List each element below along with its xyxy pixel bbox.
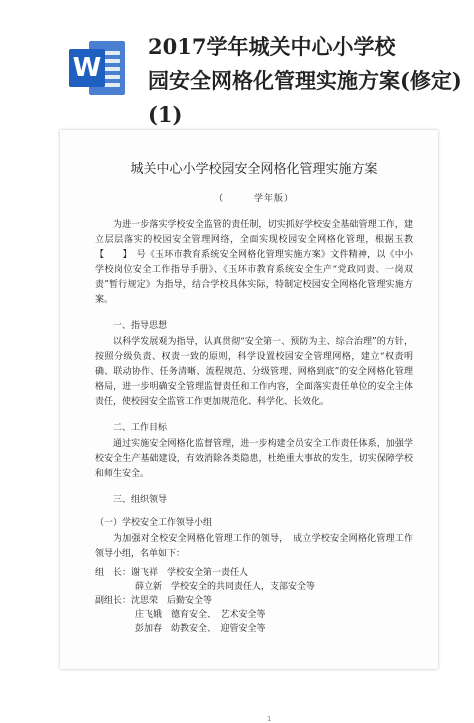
document-body [95,150,413,636]
work-goals-paragraph: 通过实施安全网格化监督管理，进一步构建全员安全工作责任体系，加强学校安全生产基础建设，有效消除各类隐患，杜绝重大事故的发生，切实保障学校和师生安全。 [95,439,413,479]
plan-title: 城关中心小学校园安全网格化管理实施方案 [130,162,378,177]
member-line: 彭加春 幼教安全、 迎管安全等 [135,624,266,634]
plan-subtitle: （ 学年版） [213,194,294,204]
member-line: 组 长：谢飞祥 学校安全第一责任人 [95,568,249,578]
guiding-ideology-paragraph: 以科学发展观为指导，认真贯彻“安全第一、预防为主、综合治理”的方针，按照分级负责、权责一致的原则，科学设置校园安全管理网格，建立“权责明确、联动协作、任务清晰、流程规范、分级管理、网格到底”的安全网格化管理格局，进一步明确安全管理监督责任和工作内容，全面落实责任单位的安全主体责任，使校园安全监管工作更加规范化、科学化、长效化。 [95,337,413,407]
section-heading-organization: 三、组织领导 [113,495,168,505]
section-heading-guiding-ideology: 一、指导思想 [113,321,168,331]
document-title [148,30,468,132]
word-document-icon [69,37,127,99]
member-line: 副组长：沈思荣 后勤安全等 [95,596,213,606]
document-title-line1: 2017学年城关中心小学校 [148,34,396,59]
subsection-heading-leading-group: （一）学校安全工作领导小组 [95,518,213,528]
member-line: 薛立新 学校安全的共同责任人，支部安全等 [135,582,316,592]
document-title-line2: 园安全网格化管理实施方案(修定)(1) [148,68,462,127]
member-list [95,566,413,636]
word-letter-badge: W [69,49,105,87]
section-heading-work-goals: 二、工作目标 [113,423,168,433]
document-banner [0,0,474,130]
page-number: 1 [267,715,272,723]
leading-group-paragraph: 为加强对全校安全网格化管理工作的领导， 成立学校安全网格化管理工作领导小组，名单如下： [95,534,413,559]
member-line: 庄飞娥 德育安全、 艺术安全等 [135,610,266,620]
document-page [60,130,438,723]
intro-paragraph: 为进一步落实学校安全监管的责任制，切实抓好学校安全基础管理工作，建立层层落实的校园安全管理网络，全面实现校园安全网格化管理，根据玉教【 】 号《玉环市教育系统安全网格化管理实施方案》文件精神，以《中小学校岗位安全工作指导手册》、《玉环市教育系统安全生产“党政同责、一岗双责”暂行规定》为指导，结合学校具体实际，特制定校园安全网格化管理实施方案。 [95,220,413,305]
